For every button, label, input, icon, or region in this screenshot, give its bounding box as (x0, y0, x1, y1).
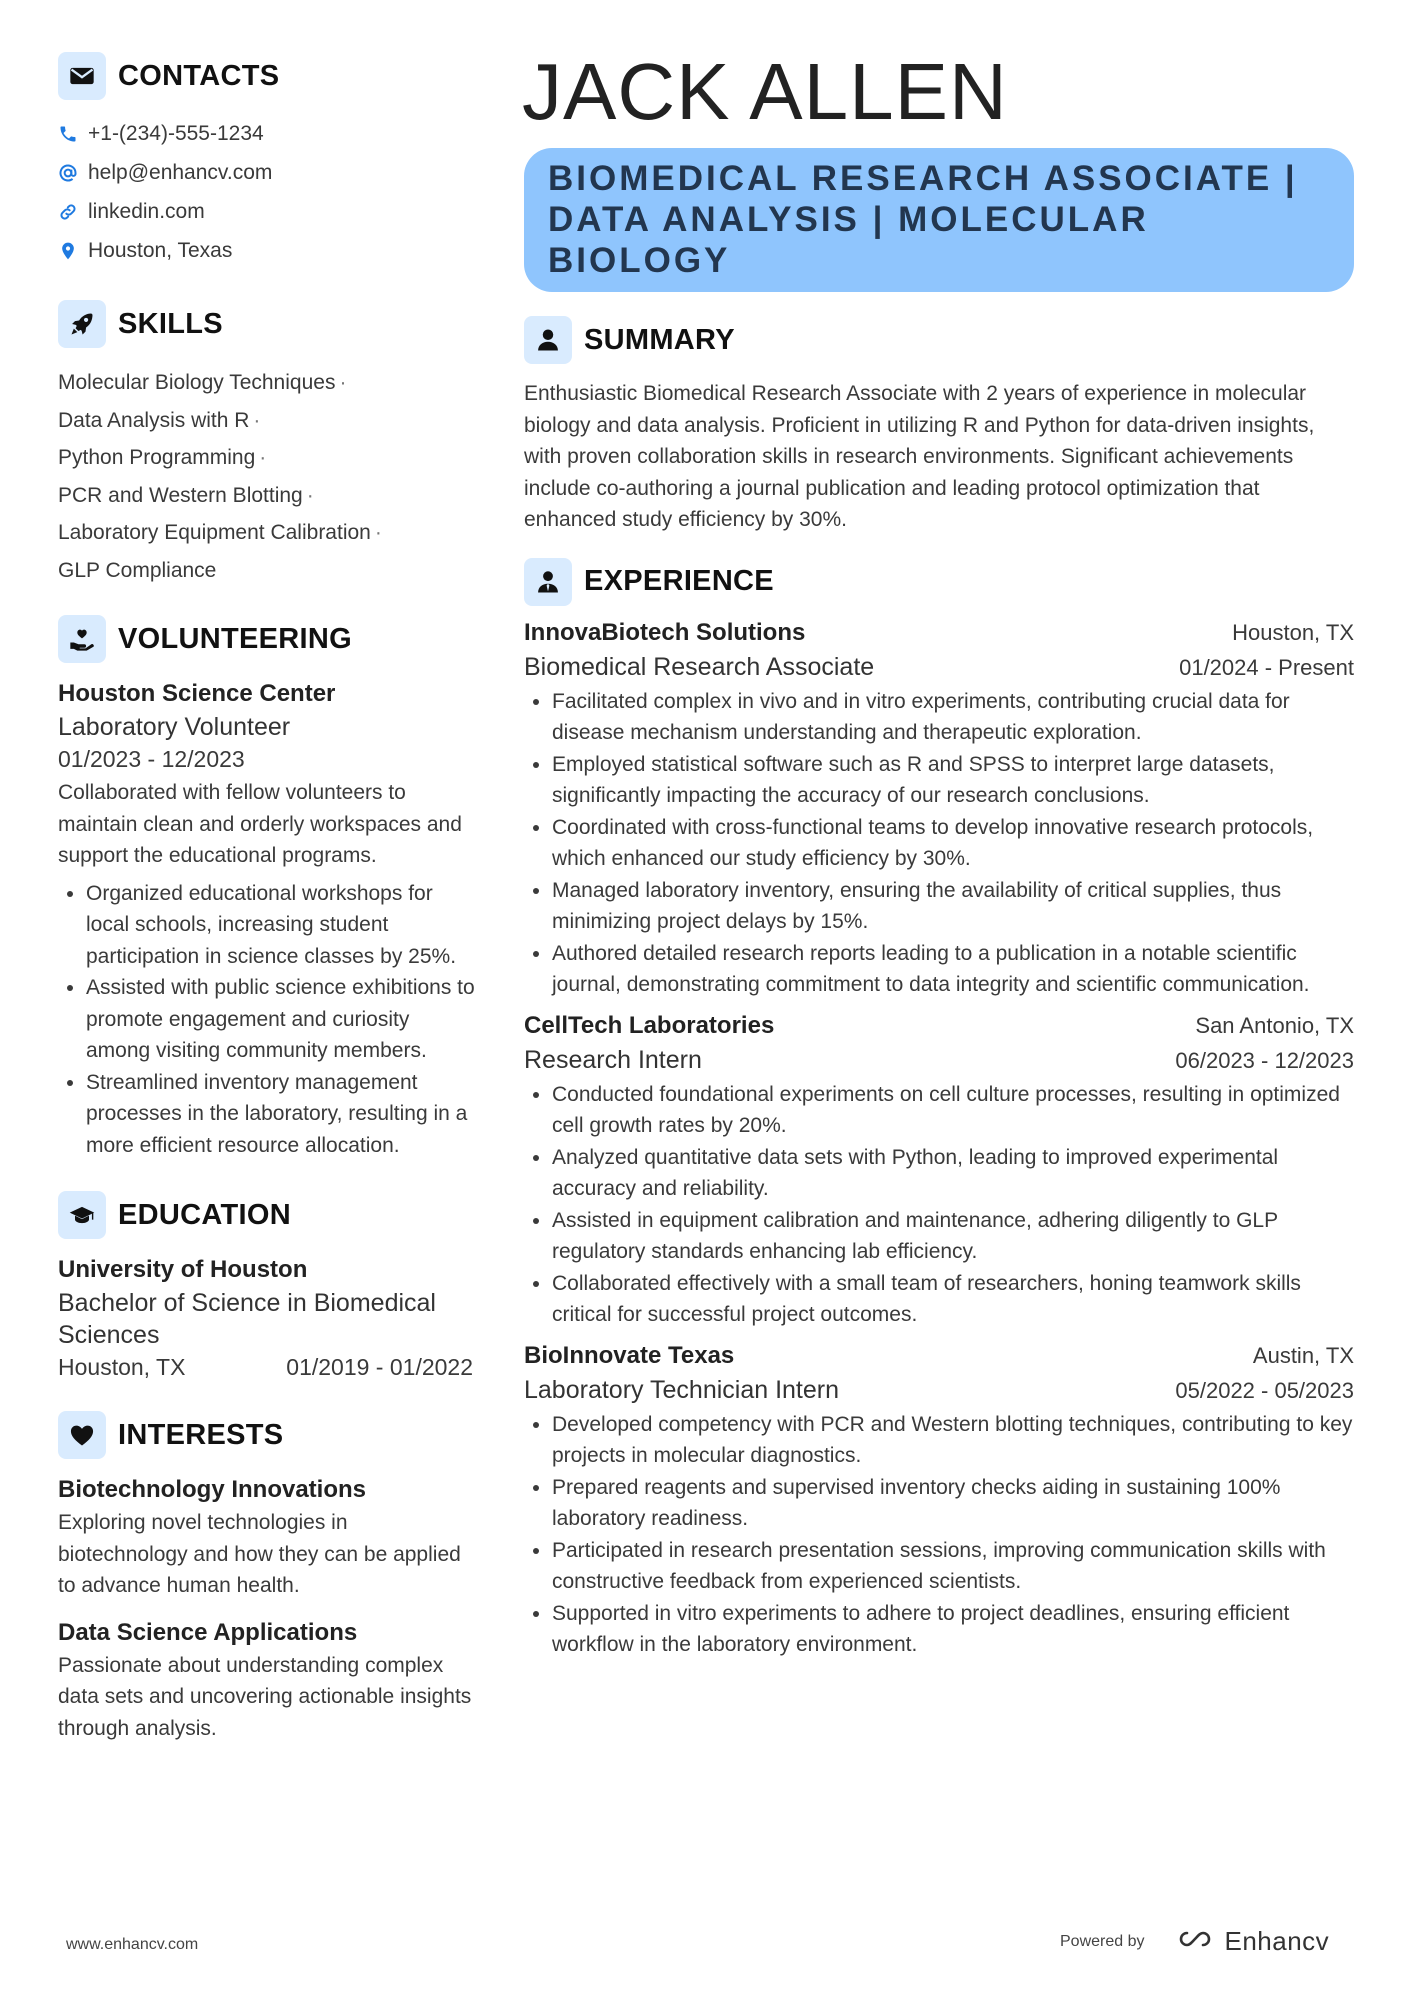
experience-dates: 01/2024 - Present (1179, 654, 1354, 680)
experience-role-row (524, 1043, 1354, 1077)
interest-text: Exploring novel technologies in biotechnology and how they can be applied to advance human health. (58, 1511, 461, 1597)
bullet-item: • Assisted in equipment calibration and maintenance, adhering diligently to GLP regulatory standards enhancing lab efficiency. (552, 1205, 1354, 1268)
experience-dates: 05/2022 - 05/2023 (1175, 1377, 1354, 1403)
contacts-heading: CONTACTS (118, 59, 280, 92)
interests-section-header (58, 1411, 478, 1459)
bullet-item: • Participated in research presentation sessions, improving communication skills with constructive feedback from experienced scientists. (552, 1535, 1354, 1598)
experience-company-row (524, 1009, 1354, 1043)
interest-item (58, 1616, 478, 1745)
volunteering-entry (58, 677, 478, 1161)
volunteer-org: Houston Science Center (58, 680, 336, 707)
contact-linkedin[interactable] (58, 192, 478, 231)
education-school: University of Houston (58, 1256, 308, 1283)
skill-item: Molecular Biology Techniques · (58, 371, 347, 394)
interests-heading: INTERESTS (118, 1418, 284, 1451)
rocket-icon (58, 300, 106, 348)
hand-heart-icon (58, 615, 106, 663)
experience-company: CellTech Laboratories (524, 1011, 775, 1039)
experience-role: Laboratory Technician Intern (524, 1375, 840, 1404)
interest-title: Data Science Applications (58, 1618, 358, 1646)
bullet-item: • Assisted with public science exhibitions to promote engagement and curiosity among visiting community members. (86, 972, 478, 1067)
volunteering-heading: VOLUNTEERING (118, 622, 352, 655)
experience-item (524, 1009, 1354, 1331)
contacts-list (58, 114, 478, 270)
businessman-icon (524, 558, 572, 606)
bullet-item: • Prepared reagents and supervised inventory checks aiding in sustaining 100% laboratory readiness. (552, 1472, 1354, 1535)
skill-item: PCR and Western Blotting · (58, 483, 314, 507)
contact-text: Houston, Texas (88, 238, 233, 262)
volunteer-dates: 01/2023 - 12/2023 (58, 746, 245, 772)
education-entry (58, 1253, 478, 1383)
experience-location: Austin, TX (1252, 1342, 1354, 1368)
bullet-item: • Streamlined inventory management processes in the laboratory, resulting in a more efficient resource allocation. (86, 1067, 478, 1162)
heart-icon (58, 1411, 106, 1459)
phone-icon (58, 124, 78, 144)
candidate-name: JACK ALLEN (522, 47, 1008, 136)
volunteer-role: Laboratory Volunteer (58, 713, 291, 741)
bullet-item: • Managed laboratory inventory, ensuring the availability of critical supplies, thus minimizing project delays by 15%. (552, 875, 1354, 938)
skill-item: Python Programming · (58, 446, 267, 469)
experience-heading: EXPERIENCE (584, 565, 774, 597)
at-icon (58, 163, 78, 183)
experience-bullets (524, 1079, 1354, 1331)
bullet-item: • Organized educational workshops for local schools, increasing student participation in science classes by 25%. (86, 878, 478, 973)
skill-item: Laboratory Equipment Calibration · (58, 521, 382, 544)
education-meta (58, 1351, 473, 1383)
headline-banner (524, 148, 1354, 292)
location-pin-icon (58, 241, 78, 261)
education-dates: 01/2019 - 01/2022 (286, 1354, 473, 1380)
bullet-item: • Conducted foundational experiments on cell culture processes, resulting in optimized cell growth rates by 20%. (552, 1079, 1354, 1142)
education-heading: EDUCATION (118, 1198, 291, 1231)
experience-dates: 06/2023 - 12/2023 (1175, 1047, 1354, 1073)
graduation-cap-icon (58, 1191, 106, 1239)
bullet-item: • Employed statistical software such as R and SPSS to interpret large datasets, significantly impacting the accuracy of our research conclusions. (552, 749, 1354, 812)
experience-company-row (524, 1339, 1354, 1373)
footer-website[interactable]: www.enhancv.com (66, 1936, 199, 1953)
summary-text: Enthusiastic Biomedical Research Associate with 2 years of experience in molecular biology and data analysis. Proficient in utilizing R and Python for data-driven insights, with proven collaboration skills in research environments. Significant achievements include co-authoring a journal publication and leading protocol optimization that enhanced study efficiency by 30%. (524, 382, 1315, 531)
summary-section-header (524, 316, 1354, 364)
enhancv-logo-icon (1173, 1927, 1217, 1956)
education-degree: Bachelor of Science in Biomedical Sciences (58, 1289, 436, 1349)
skill-item: GLP Compliance (58, 558, 217, 582)
interest-item (58, 1473, 478, 1602)
enhancv-brand[interactable]: Enhancv (1224, 1926, 1330, 1956)
bullet-item: • Coordinated with cross-functional teams to develop innovative research protocols, which enhanced our study efficiency by 30%. (552, 812, 1354, 875)
contact-location (58, 231, 478, 270)
experience-company: InnovaBiotech Solutions (524, 618, 806, 646)
headline-line: DATA ANALYSIS | MOLECULAR BIOLOGY (548, 200, 1149, 280)
footer-branding (1060, 1926, 1329, 1957)
experience-location: Houston, TX (1232, 619, 1354, 645)
volunteer-description: Collaborated with fellow volunteers to maintain clean and orderly workspaces and support the educational programs. (58, 781, 462, 867)
bullet-item: • Facilitated complex in vivo and in vitro experiments, contributing crucial data for disease mechanism understanding and therapeutic exploration. (552, 686, 1354, 749)
link-icon (58, 202, 78, 222)
left-column (58, 52, 478, 1744)
bullet-item: • Analyzed quantitative data sets with Python, leading to improved experimental accuracy and reliability. (552, 1142, 1354, 1205)
summary-heading: SUMMARY (584, 323, 735, 356)
bullet-item: • Supported in vitro experiments to adhere to project deadlines, ensuring efficient workflow in the laboratory environment. (552, 1598, 1354, 1661)
skill-item: Data Analysis with R · (58, 408, 261, 432)
contacts-section-header (58, 52, 478, 100)
education-location: Houston, TX (58, 1354, 186, 1380)
volunteer-bullets (58, 878, 478, 1162)
headline-line: BIOMEDICAL RESEARCH ASSOCIATE | (548, 159, 1298, 198)
experience-company-row (524, 616, 1354, 650)
experience-role: Research Intern (524, 1045, 702, 1074)
powered-by-label: Powered by (1060, 1932, 1145, 1950)
experience-role-row (524, 1373, 1354, 1407)
bullet-item: • Developed competency with PCR and Western blotting techniques, contributing to key projects in molecular diagnostics. (552, 1409, 1354, 1472)
volunteering-section-header (58, 615, 478, 663)
contact-text: linkedin.com (88, 199, 205, 223)
right-column (522, 47, 1354, 1669)
interest-title: Biotechnology Innovations (58, 1476, 367, 1503)
bullet-item: • Collaborated effectively with a small team of researchers, honing teamwork skills critical for successful project outcomes. (552, 1268, 1354, 1331)
bullet-item: • Authored detailed research reports leading to a publication in a notable scientific journal, demonstrating commitment to data integrity and scientific communication. (552, 938, 1354, 1001)
skills-heading: SKILLS (118, 307, 223, 340)
interest-text: Passionate about understanding complex data sets and uncovering actionable insights through analysis. (58, 1653, 472, 1740)
contact-email[interactable] (58, 153, 478, 192)
contact-text: help@enhancv.com (88, 160, 273, 184)
experience-location: San Antonio, TX (1195, 1012, 1354, 1038)
experience-item (524, 616, 1354, 1001)
experience-bullets (524, 1409, 1354, 1661)
experience-company: BioInnovate Texas (524, 1341, 735, 1369)
experience-section-header (524, 558, 1354, 606)
education-section-header (58, 1191, 478, 1239)
contact-phone[interactable] (58, 114, 478, 153)
skills-list (58, 364, 478, 589)
envelope-icon (58, 52, 106, 100)
contact-text: +1-(234)-555-1234 (88, 121, 264, 145)
experience-role: Biomedical Research Associate (524, 652, 875, 681)
experience-item (524, 1339, 1354, 1661)
experience-list (524, 616, 1354, 1661)
user-icon (524, 316, 572, 364)
experience-bullets (524, 686, 1354, 1001)
interests-list (58, 1473, 478, 1744)
experience-role-row (524, 650, 1354, 684)
skills-section-header (58, 300, 478, 348)
